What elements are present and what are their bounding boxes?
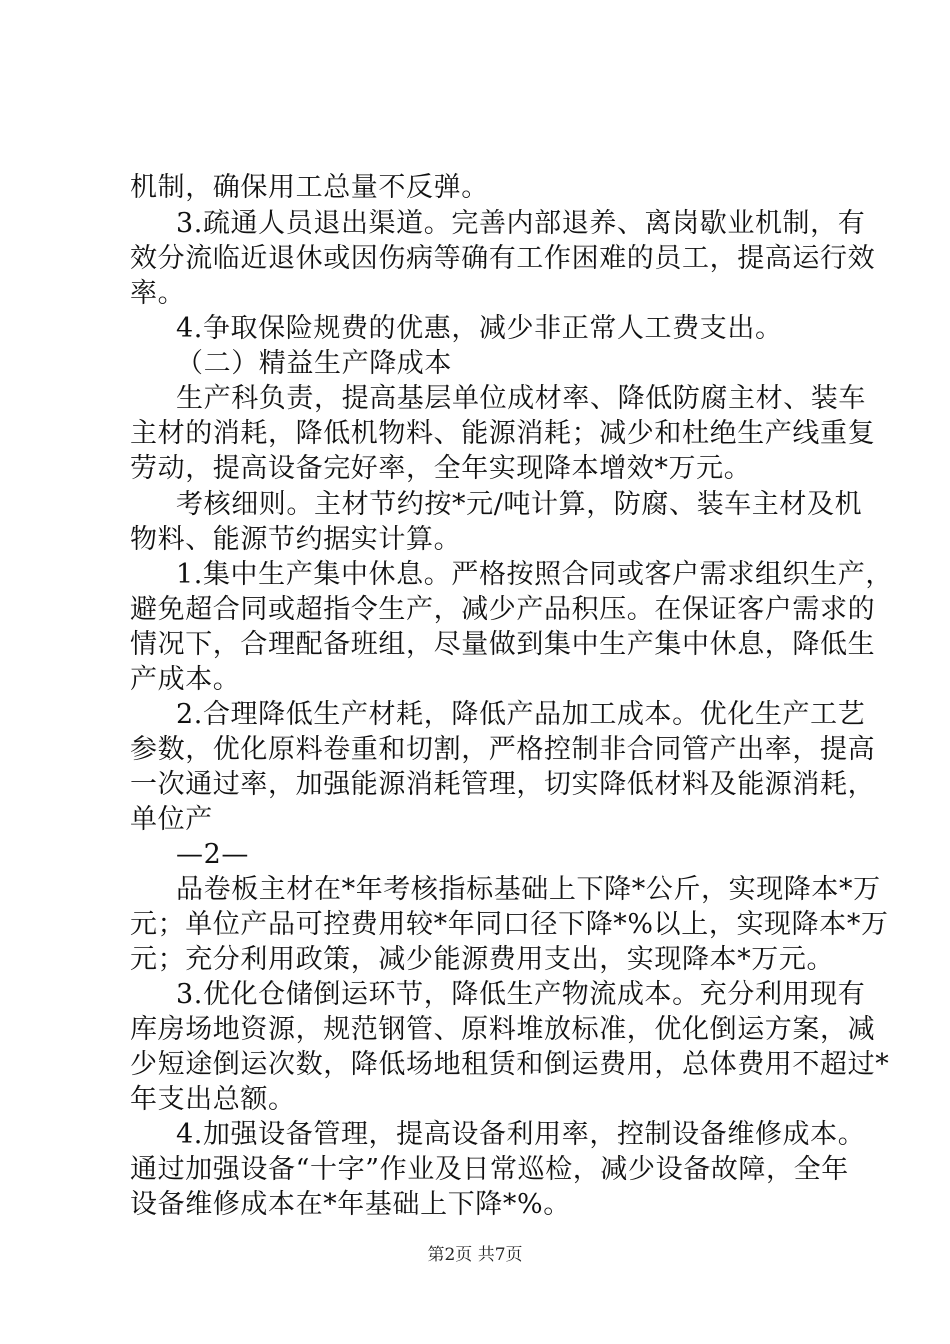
text-line: 单位产	[130, 804, 213, 835]
text-line: 产成本。	[130, 664, 241, 695]
text-line: 4.争取保险规费的优惠，减少非正常人工费支出。	[176, 313, 783, 344]
text-line: 劳动，提高设备完好率，全年实现降本增效*万元。	[130, 453, 752, 484]
text-line: 一次通过率，加强能源消耗管理，切实降低材料及能源消耗，	[130, 769, 876, 800]
text-line: 少短途倒运次数，降低场地租赁和倒运费用，总体费用不超过*	[130, 1049, 890, 1080]
text-line: 3.优化仓储倒运环节，降低生产物流成本。充分利用现有	[176, 979, 866, 1010]
text-line: 2.合理降低生产材耗，降低产品加工成本。优化生产工艺	[176, 699, 866, 730]
text-line: 4.加强设备管理，提高设备利用率，控制设备维修成本。	[176, 1119, 866, 1150]
text-line: 库房场地资源，规范钢管、原料堆放标准，优化倒运方案，减	[130, 1014, 876, 1045]
text-line: 物料、能源节约据实计算。	[130, 524, 462, 555]
text-line: 通过加强设备“十字”作业及日常巡检，减少设备故障，全年	[130, 1154, 849, 1185]
text-line: 3.疏通人员退出渠道。完善内部退养、离岗歇业机制，有	[176, 208, 866, 239]
page-number-marker: —2—	[176, 839, 249, 870]
text-line: 年支出总额。	[130, 1084, 296, 1115]
text-line: 元；单位产品可控费用较*年同口径下降*%以上，实现降本*万	[130, 909, 889, 940]
text-line: 生产科负责，提高基层单位成材率、降低防腐主材、装车	[176, 383, 866, 414]
text-line: 主材的消耗，降低机物料、能源消耗；减少和杜绝生产线重复	[130, 418, 876, 449]
page-footer: 第2页 共7页	[427, 1245, 523, 1265]
section-heading: （二）精益生产降成本	[176, 348, 452, 379]
text-line: 机制，确保用工总量不反弹。	[130, 172, 489, 203]
text-line: 避免超合同或超指令生产，减少产品积压。在保证客户需求的	[130, 594, 876, 625]
text-line: 1.集中生产集中休息。严格按照合同或客户需求组织生产，	[176, 559, 893, 590]
text-line: 参数，优化原料卷重和切割，严格控制非合同管产出率，提高	[130, 734, 876, 765]
text-line: 率。	[130, 278, 186, 309]
text-line: 设备维修成本在*年基础上下降*%。	[130, 1189, 571, 1220]
text-line: 品卷板主材在*年考核指标基础上下降*公斤，实现降本*万	[176, 874, 881, 905]
text-line: 元；充分利用政策，减少能源费用支出，实现降本*万元。	[130, 944, 835, 975]
text-line: 情况下，合理配备班组，尽量做到集中生产集中休息，降低生	[130, 629, 876, 660]
text-line: 效分流临近退休或因伤病等确有工作困难的员工，提高运行效	[130, 243, 876, 274]
text-line: 考核细则。主材节约按*元/吨计算，防腐、装车主材及机	[176, 489, 863, 520]
